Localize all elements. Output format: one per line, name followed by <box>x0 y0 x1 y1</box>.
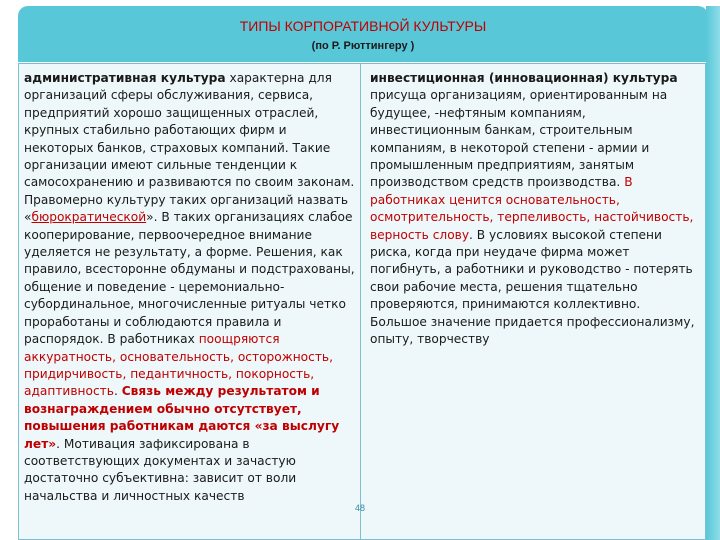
administrative-text-4: . Мотивация зафиксирована в соответствующих документах и зачастую достаточно субъективна: зависит от воли начальства и личностных качеств <box>24 436 297 503</box>
column-divider <box>360 63 361 540</box>
investment-culture-term: инвестиционная (инновационная) культура <box>370 71 678 85</box>
decorative-side-strip <box>706 6 720 540</box>
administrative-culture-cell <box>24 70 358 505</box>
bureaucratic-term: бюрократической <box>31 210 147 225</box>
administrative-text-1: характерна для организаций сферы обслуживания, сервиса, предприятий хорошо защищенных отраслей, крупных стабильно работающих фирм и некоторых банков, страховых компаний. Такие организации имеют сильные тенденции к самосохранению и развиваются по своим законам. Правомерно культуру таких организаций назвать « <box>24 71 355 225</box>
investment-culture-cell <box>370 70 700 349</box>
page-number: 48 <box>355 503 366 513</box>
administrative-reward-emphasis: Связь между результатом и вознаграждением обычно отсутствует, повышения работникам даются «за выслугу лет» <box>24 384 340 451</box>
slide-title: ТИПЫ КОРПОРАТИВНОЙ КУЛЬТУРЫ <box>239 18 487 34</box>
administrative-culture-term: административная культура <box>24 71 226 85</box>
administrative-valued-traits: поощряются аккуратность, основательность, осторожность, придирчивость, педантичность, покорность, адаптивность <box>24 332 333 399</box>
investment-valued-traits: В работниках ценится основательность, осмотрительность, терпеливость, настойчивость, верность слову <box>370 175 694 242</box>
investment-text-2: . В условиях высокой степени риска, когда при неудаче фирма может погибнуть, а работники и руководство - потерять свои рабочие места, решения тщательно проверяются, принимаются коллективно. Большое значение придается профессионализму, опыту, творчеству <box>370 227 695 347</box>
header-band <box>18 6 708 62</box>
administrative-text-2: ». В таких организациях слабое кооперирование, первоочередное внимание уделяется не результату, а форме. Решения, как правило, всесторонне обдуманы и подстрахованы, общение и поведение - церемониально-субординальное, многочисленные ритуалы четко проработаны и соблюдаются правила и распорядок. В работниках <box>24 210 355 347</box>
investment-text-1: присуща организациям, ориентированным на будущее, -нефтяным компаниям, инвестиционным банкам, строительным компаниям, в некоторой степени - армии и промышленным предприятиям, занятым производством средств производства. <box>370 88 668 190</box>
slide-subtitle: (по Р. Рюттингеру ) <box>311 40 415 52</box>
administrative-text-3: . <box>113 384 122 399</box>
